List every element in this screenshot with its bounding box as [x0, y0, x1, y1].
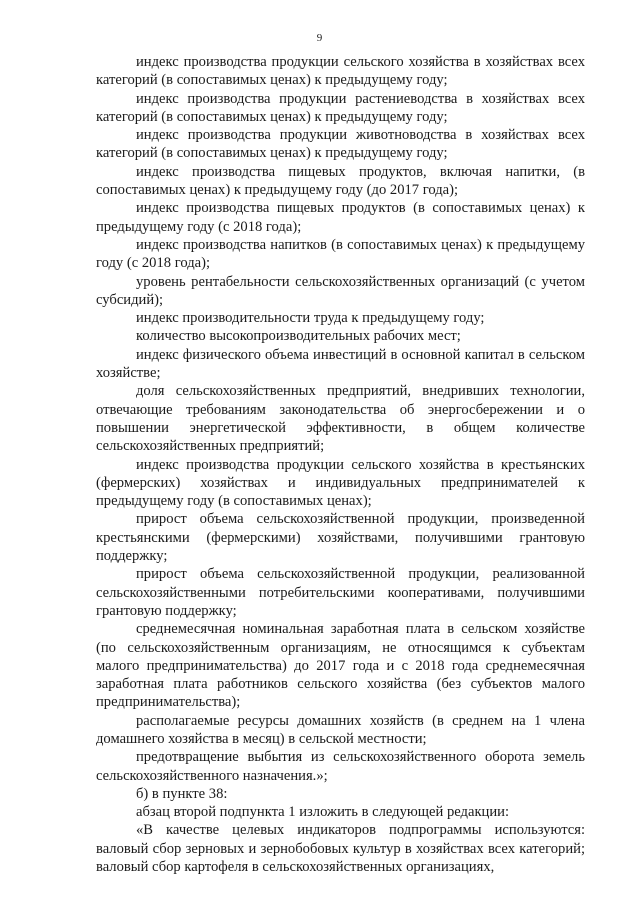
- paragraph: доля сельскохозяйственных предприятий, внедривших технологии, отвечающие требованиям законодательства об энергосбережении и о повышении энергетической эффективности, в общем количестве сельскохозяйственных предприятий;: [96, 383, 585, 455]
- paragraph: уровень рентабельности сельскохозяйственных организаций (с учетом субсидий);: [96, 273, 585, 308]
- paragraph: индекс производства продукции сельского хозяйства в крестьянских (фермерских) хозяйствах и индивидуальных предпринимателей к предыдущему году (в сопоставимых ценах);: [96, 456, 585, 510]
- paragraph: индекс физического объема инвестиций в основной капитал в сельском хозяйстве;: [96, 346, 585, 382]
- paragraph: количество высокопроизводительных рабочих мест;: [136, 328, 461, 345]
- paragraph: индекс производства продукции сельского хозяйства в хозяйствах всех категорий (в сопоставимых ценах) к предыдущему году;: [96, 54, 585, 89]
- paragraph: среднемесячная номинальная заработная плата в сельском хозяйстве (по сельскохозяйственным организациям, не относящимся к субъектам малого предпринимательства) до 2017 года и с 2018 года среднемесячная заработная плата работников сельского хозяйства (без субъектов малого предпринимательства);: [96, 621, 585, 711]
- paragraph: прирост объема сельскохозяйственной продукции, реализованной сельскохозяйственными потребительскими кооперативами, получившими грантовую поддержку;: [96, 566, 585, 619]
- paragraph: прирост объема сельскохозяйственной продукции, произведенной крестьянскими (фермерскими) хозяйствами, получившими грантовую поддержку;: [96, 511, 585, 565]
- paragraph: абзац второй подпункта 1 изложить в следующей редакции:: [136, 804, 510, 821]
- paragraph: индекс производства продукции растениеводства в хозяйствах всех категорий (в сопоставимых ценах) к предыдущему году;: [96, 90, 585, 125]
- paragraph: располагаемые ресурсы домашних хозяйств (в среднем на 1 члена домашнего хозяйства в месяц) в сельской местности;: [96, 712, 585, 747]
- paragraph: индекс производства пищевых продуктов, включая напитки, (в сопоставимых ценах) к предыдущему году (до 2017 года);: [96, 163, 585, 199]
- paragraph: предотвращение выбытия из сельскохозяйственного оборота земель сельскохозяйственного назначения.»;: [96, 749, 585, 784]
- page-number: 9: [316, 32, 323, 44]
- paragraph: б) в пункте 38:: [136, 785, 228, 802]
- paragraph: индекс производства продукции животноводства в хозяйствах всех категорий (в сопоставимых ценах) к предыдущему году;: [96, 127, 585, 162]
- paragraph: «В качестве целевых индикаторов подпрограммы используются: валовый сбор зерновых и зернобобовых культур в хозяйствах всех категорий; валовый сбор картофеля в сельскохозяйственных организациях,: [96, 822, 585, 876]
- document-body: [96, 53, 585, 876]
- paragraph: индекс производства напитков (в сопоставимых ценах) к предыдущему году (с 2018 года);: [96, 236, 585, 272]
- paragraph: индекс производства пищевых продуктов (в сопоставимых ценах) к предыдущему году (с 2018 года);: [96, 200, 585, 235]
- paragraph: индекс производительности труда к предыдущему году;: [136, 310, 485, 327]
